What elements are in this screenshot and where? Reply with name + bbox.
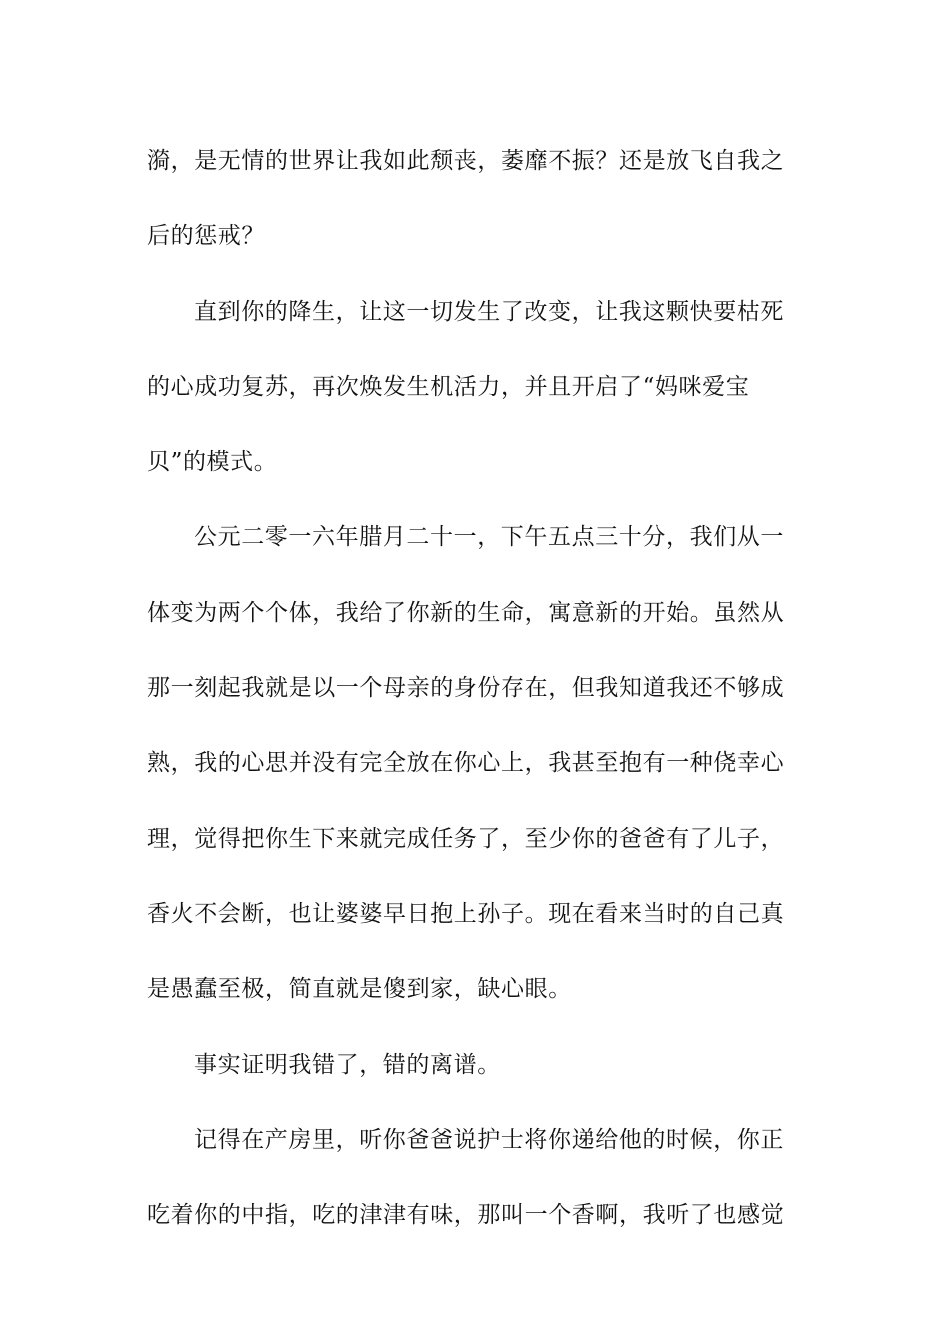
text-line: 香火不会断，也让婆婆早日抱上孙子。现在看来当时的自己真 [147, 900, 785, 927]
paragraph [147, 275, 795, 501]
paragraph [147, 500, 795, 1027]
text-line: 是愚蠢至极，简直就是傻到家，缺心眼。 [147, 976, 572, 1003]
text-line: 的心成功复苏，再次焕发生机活力，并且开启了“妈咪爱宝 [147, 373, 750, 400]
text-line: 事实证明我错了，错的离谱。 [194, 1051, 501, 1078]
text-line: 后的惩戒？ [147, 223, 265, 250]
text-line: 理，觉得把你生下来就完成任务了，至少你的爸爸有了儿子， [147, 825, 785, 852]
paragraph [147, 124, 795, 275]
document-body [147, 124, 795, 1253]
text-line: 公元二零一六年腊月二十一，下午五点三十分，我们从一 [194, 524, 784, 551]
text-line: 贝”的模式。 [147, 449, 278, 476]
text-line: 记得在产房里，听你爸爸说护士将你递给他的时候，你正 [194, 1126, 784, 1153]
text-line: 熟，我的心思并没有完全放在你心上，我甚至抱有一种侥幸心 [147, 750, 785, 777]
text-line: 吃着你的中指，吃的津津有味，那叫一个香啊，我听了也感觉 [147, 1202, 785, 1229]
text-line: 直到你的降生，让这一切发生了改变，让我这颗快要枯死 [194, 298, 784, 325]
text-line: 漪，是无情的世界让我如此颓丧，萎靡不振？还是放飞自我之 [147, 148, 785, 174]
paragraph [147, 1028, 795, 1103]
paragraph [147, 1103, 795, 1254]
text-line: 那一刻起我就是以一个母亲的身份存在，但我知道我还不够成 [147, 675, 785, 702]
text-line: 体变为两个个体，我给了你新的生命，寓意新的开始。虽然从 [147, 599, 785, 626]
